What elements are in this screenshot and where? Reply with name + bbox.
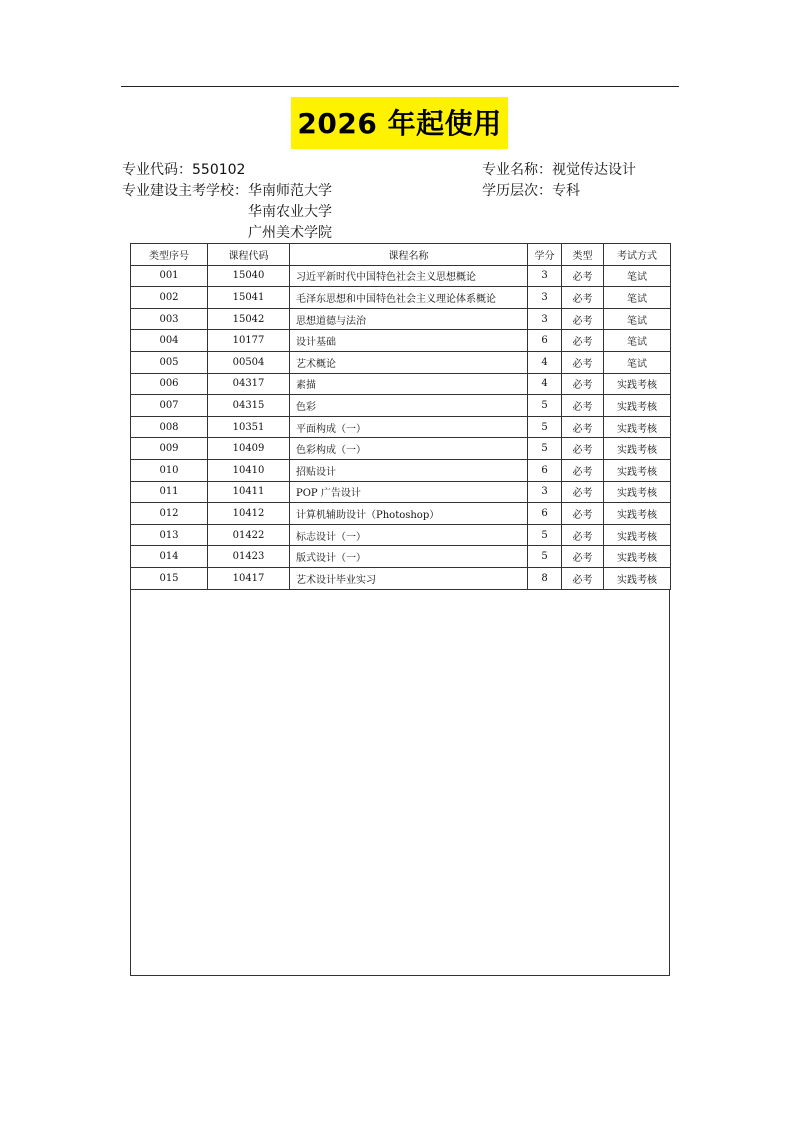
cell-type: 必考 — [562, 438, 604, 460]
cell-code: 01423 — [208, 546, 290, 568]
cell-seq: 015 — [131, 567, 208, 589]
page-title: 2026 年起使用 — [291, 97, 507, 149]
cell-code: 15042 — [208, 308, 290, 330]
cell-seq: 012 — [131, 503, 208, 525]
cell-exam: 笔试 — [604, 351, 671, 373]
cell-type: 必考 — [562, 481, 604, 503]
cell-credits: 3 — [528, 265, 562, 287]
header-type-seq: 类型序号 — [131, 244, 208, 266]
cell-credits: 8 — [528, 567, 562, 589]
cell-code: 01422 — [208, 524, 290, 546]
cell-type: 必考 — [562, 459, 604, 481]
cell-name: 设计基础 — [290, 330, 528, 352]
table-row — [131, 330, 671, 352]
cell-type: 必考 — [562, 567, 604, 589]
cell-seq: 010 — [131, 459, 208, 481]
major-code: 专业代码：550102 — [122, 162, 246, 178]
cell-type: 必考 — [562, 395, 604, 417]
cell-code: 10417 — [208, 567, 290, 589]
cell-type: 必考 — [562, 330, 604, 352]
title-wrap — [0, 97, 799, 149]
meta-left — [122, 160, 332, 244]
cell-type: 必考 — [562, 373, 604, 395]
header-type: 类型 — [562, 244, 604, 266]
cell-seq: 006 — [131, 373, 208, 395]
cell-exam: 实践考核 — [604, 395, 671, 417]
table-row — [131, 503, 671, 525]
table-row — [131, 546, 671, 568]
cell-type: 必考 — [562, 287, 604, 309]
cell-credits: 6 — [528, 503, 562, 525]
cell-exam: 笔试 — [604, 287, 671, 309]
cell-exam: 实践考核 — [604, 546, 671, 568]
course-table — [130, 243, 671, 590]
table-row — [131, 481, 671, 503]
cell-seq: 007 — [131, 395, 208, 417]
header-course-name: 课程名称 — [290, 244, 528, 266]
cell-name: 艺术设计毕业实习 — [290, 567, 528, 589]
cell-name: 习近平新时代中国特色社会主义思想概论 — [290, 265, 528, 287]
cell-code: 10409 — [208, 438, 290, 460]
cell-type: 必考 — [562, 416, 604, 438]
cell-code: 10411 — [208, 481, 290, 503]
cell-seq: 003 — [131, 308, 208, 330]
cell-code: 04315 — [208, 395, 290, 417]
cell-exam: 实践考核 — [604, 459, 671, 481]
cell-credits: 5 — [528, 395, 562, 417]
cell-code: 00504 — [208, 351, 290, 373]
cell-code: 15040 — [208, 265, 290, 287]
table-row — [131, 567, 671, 589]
meta-right — [482, 160, 636, 202]
cell-name: POP 广告设计 — [290, 481, 528, 503]
cell-seq: 013 — [131, 524, 208, 546]
cell-name: 标志设计（一） — [290, 524, 528, 546]
cell-credits: 4 — [528, 373, 562, 395]
cell-seq: 004 — [131, 330, 208, 352]
table-row — [131, 524, 671, 546]
cell-exam: 实践考核 — [604, 438, 671, 460]
cell-name: 思想道德与法治 — [290, 308, 528, 330]
school-2: 华南农业大学 — [248, 204, 332, 220]
cell-credits: 4 — [528, 351, 562, 373]
cell-credits: 3 — [528, 481, 562, 503]
major-name: 专业名称：视觉传达设计 — [482, 162, 636, 178]
cell-credits: 5 — [528, 416, 562, 438]
cell-exam: 实践考核 — [604, 503, 671, 525]
cell-name: 色彩构成（一） — [290, 438, 528, 460]
main-schools: 专业建设主考学校：华南师范大学 — [122, 183, 332, 199]
cell-name: 招贴设计 — [290, 459, 528, 481]
cell-seq: 008 — [131, 416, 208, 438]
cell-name: 色彩 — [290, 395, 528, 417]
table-row — [131, 373, 671, 395]
cell-name: 毛泽东思想和中国特色社会主义理论体系概论 — [290, 287, 528, 309]
cell-exam: 笔试 — [604, 330, 671, 352]
cell-type: 必考 — [562, 524, 604, 546]
cell-type: 必考 — [562, 503, 604, 525]
cell-code: 15041 — [208, 287, 290, 309]
cell-code: 10177 — [208, 330, 290, 352]
cell-credits: 5 — [528, 524, 562, 546]
cell-credits: 6 — [528, 459, 562, 481]
cell-credits: 6 — [528, 330, 562, 352]
cell-exam: 实践考核 — [604, 567, 671, 589]
cell-exam: 实践考核 — [604, 524, 671, 546]
cell-type: 必考 — [562, 546, 604, 568]
cell-credits: 3 — [528, 308, 562, 330]
table-row — [131, 438, 671, 460]
table-row — [131, 395, 671, 417]
cell-seq: 005 — [131, 351, 208, 373]
cell-exam: 笔试 — [604, 265, 671, 287]
cell-credits: 5 — [528, 546, 562, 568]
header-course-code: 课程代码 — [208, 244, 290, 266]
cell-seq: 002 — [131, 287, 208, 309]
cell-name: 版式设计（一） — [290, 546, 528, 568]
cell-type: 必考 — [562, 351, 604, 373]
cell-exam: 实践考核 — [604, 416, 671, 438]
school-3: 广州美术学院 — [248, 225, 332, 241]
table-header-row — [131, 244, 671, 266]
cell-seq: 014 — [131, 546, 208, 568]
cell-credits: 3 — [528, 287, 562, 309]
cell-code: 10410 — [208, 459, 290, 481]
cell-code: 04317 — [208, 373, 290, 395]
header-credits: 学分 — [528, 244, 562, 266]
table-blank-area — [130, 589, 670, 976]
cell-exam: 笔试 — [604, 308, 671, 330]
cell-type: 必考 — [562, 308, 604, 330]
table-row — [131, 287, 671, 309]
cell-type: 必考 — [562, 265, 604, 287]
cell-name: 平面构成（一） — [290, 416, 528, 438]
cell-seq: 009 — [131, 438, 208, 460]
table-row — [131, 459, 671, 481]
header-exam-method: 考试方式 — [604, 244, 671, 266]
cell-credits: 5 — [528, 438, 562, 460]
table-row — [131, 416, 671, 438]
table-row — [131, 351, 671, 373]
cell-name: 计算机辅助设计（Photoshop） — [290, 503, 528, 525]
top-rule — [121, 86, 679, 87]
cell-code: 10412 — [208, 503, 290, 525]
education-level: 学历层次：专科 — [482, 183, 580, 199]
cell-name: 素描 — [290, 373, 528, 395]
cell-code: 10351 — [208, 416, 290, 438]
table-row — [131, 265, 671, 287]
cell-seq: 001 — [131, 265, 208, 287]
cell-name: 艺术概论 — [290, 351, 528, 373]
cell-seq: 011 — [131, 481, 208, 503]
table-row — [131, 308, 671, 330]
cell-exam: 实践考核 — [604, 481, 671, 503]
cell-exam: 实践考核 — [604, 373, 671, 395]
